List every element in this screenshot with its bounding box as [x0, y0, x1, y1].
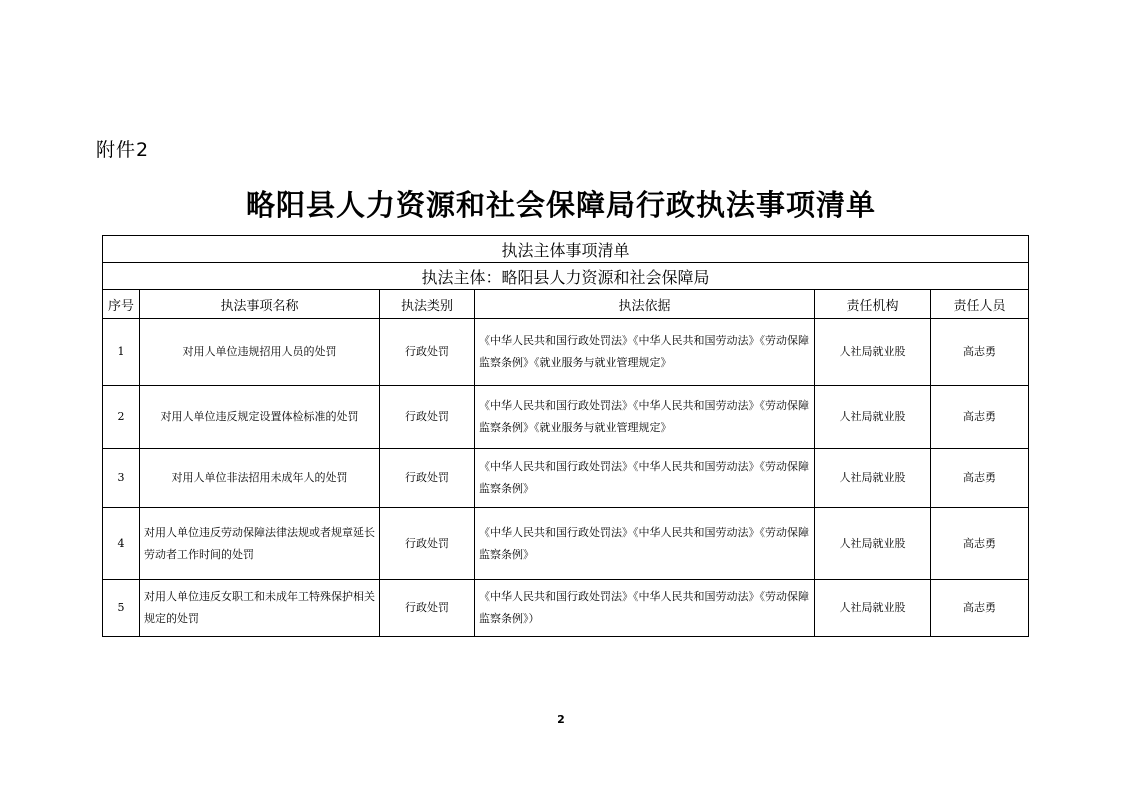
row-no: 5 [103, 580, 140, 637]
row-basis: 《中华人民共和国行政处罚法》《中华人民共和国劳动法》《劳动保障监察条例》 [475, 449, 815, 508]
row-person: 高志勇 [931, 580, 1029, 637]
row-dept: 人社局就业股 [815, 449, 931, 508]
header-item-name: 执法事项名称 [140, 290, 380, 319]
table-header-row [103, 290, 1029, 319]
row-dept: 人社局就业股 [815, 508, 931, 580]
header-no: 序号 [103, 290, 140, 319]
row-item-name: 对用人单位违反女职工和未成年工特殊保护相关规定的处罚 [140, 580, 380, 637]
header-responsible-person: 责任人员 [931, 290, 1029, 319]
row-dept: 人社局就业股 [815, 386, 931, 449]
row-item-name: 对用人单位违反规定设置体检标准的处罚 [140, 386, 380, 449]
table-row [103, 580, 1029, 637]
row-no: 1 [103, 319, 140, 386]
row-item-name: 对用人单位违规招用人员的处罚 [140, 319, 380, 386]
row-person: 高志勇 [931, 386, 1029, 449]
header-responsible-dept: 责任机构 [815, 290, 931, 319]
row-item-name: 对用人单位违反劳动保障法律法规或者规章延长劳动者工作时间的处罚 [140, 508, 380, 580]
row-basis: 《中华人民共和国行政处罚法》《中华人民共和国劳动法》《劳动保障监察条例》《就业服务与就业管理规定》 [475, 319, 815, 386]
row-no: 4 [103, 508, 140, 580]
enforcement-subject: 执法主体：略阳县人力资源和社会保障局 [103, 263, 1029, 290]
row-category: 行政处罚 [380, 449, 475, 508]
row-item-name: 对用人单位非法招用未成年人的处罚 [140, 449, 380, 508]
row-category: 行政处罚 [380, 508, 475, 580]
row-category: 行政处罚 [380, 386, 475, 449]
table-row [103, 386, 1029, 449]
row-dept: 人社局就业股 [815, 319, 931, 386]
table-row [103, 508, 1029, 580]
enforcement-items-table [102, 235, 1029, 637]
row-category: 行政处罚 [380, 580, 475, 637]
header-basis: 执法依据 [475, 290, 815, 319]
row-person: 高志勇 [931, 508, 1029, 580]
document-title: 略阳县人力资源和社会保障局行政执法事项清单 [245, 188, 876, 222]
row-basis: 《中华人民共和国行政处罚法》《中华人民共和国劳动法》《劳动保障监察条例》 [475, 508, 815, 580]
table-row [103, 319, 1029, 386]
attachment-label: 附件2 [96, 139, 150, 161]
row-no: 3 [103, 449, 140, 508]
row-basis: 《中华人民共和国行政处罚法》《中华人民共和国劳动法》《劳动保障监察条例》《就业服务与就业管理规定》 [475, 386, 815, 449]
page-number: 2 [557, 713, 565, 726]
row-person: 高志勇 [931, 449, 1029, 508]
row-category: 行政处罚 [380, 319, 475, 386]
header-category: 执法类别 [380, 290, 475, 319]
row-no: 2 [103, 386, 140, 449]
row-basis: 《中华人民共和国行政处罚法》《中华人民共和国劳动法》《劳动保障监察条例》） [475, 580, 815, 637]
row-person: 高志勇 [931, 319, 1029, 386]
table-row [103, 449, 1029, 508]
row-dept: 人社局就业股 [815, 580, 931, 637]
table-banner-title: 执法主体事项清单 [103, 236, 1029, 263]
